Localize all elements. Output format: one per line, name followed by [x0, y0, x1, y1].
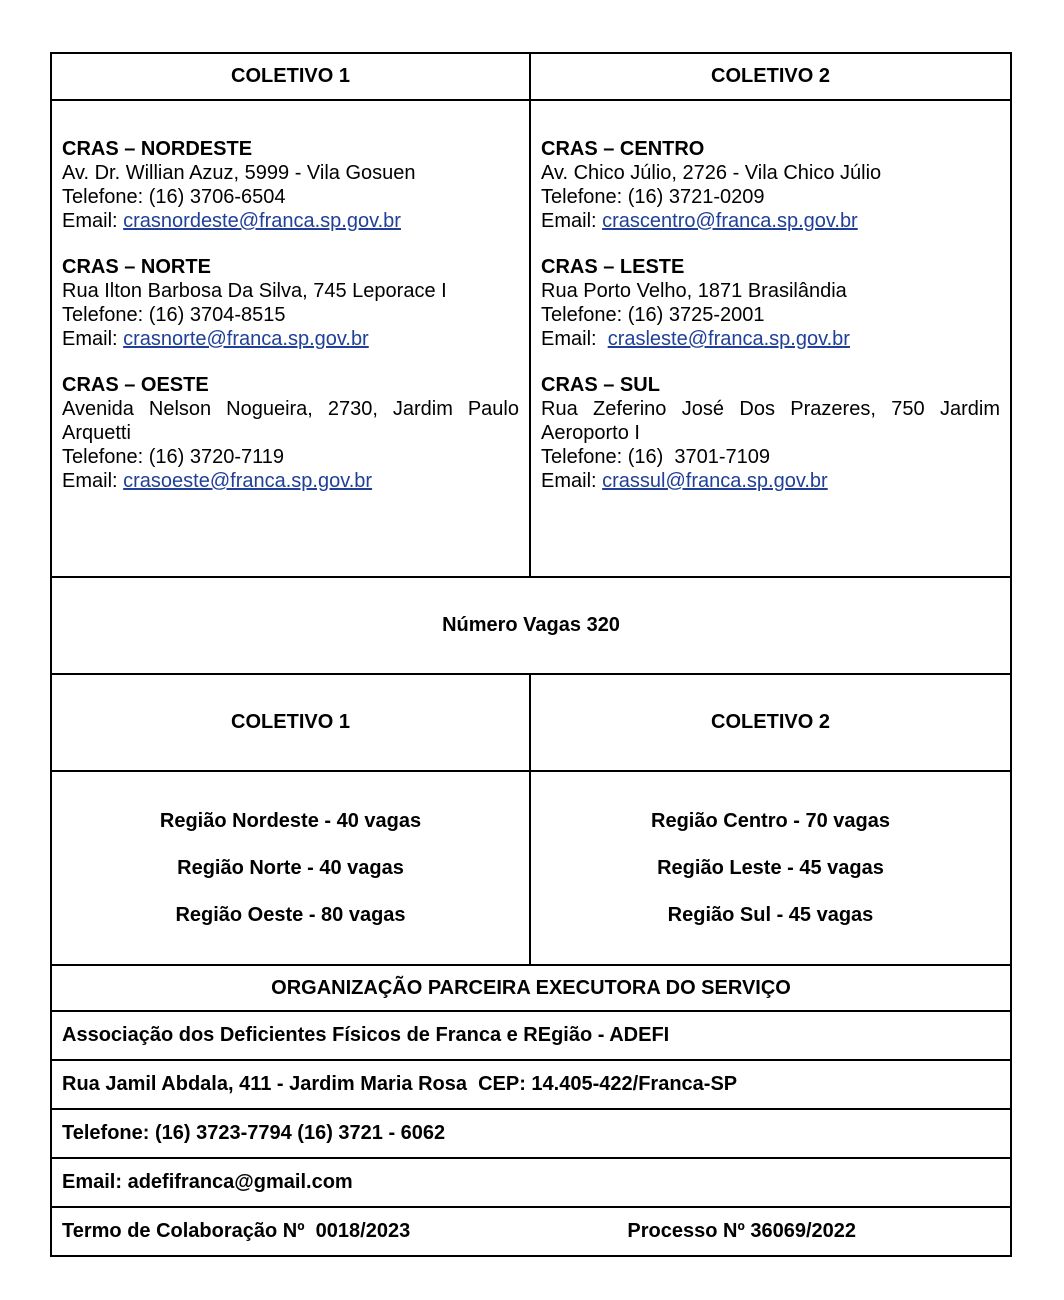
cras-name: CRAS – CENTRO: [541, 138, 705, 160]
coletivo-1-contacts: [52, 101, 531, 576]
cras-email-link[interactable]: crassul@franca.sp.gov.br: [602, 470, 828, 492]
email-label: Email:: [541, 210, 603, 232]
region-vagas: Região Nordeste - 40 vagas: [159, 809, 422, 832]
org-address-row: [50, 1059, 1012, 1108]
cras-phone: Telefone: (16) 3701-7109: [541, 446, 771, 468]
cras-email-link[interactable]: crasoeste@franca.sp.gov.br: [123, 470, 373, 492]
cras-phone: Telefone: (16) 3721-0209: [541, 186, 765, 208]
cras-name: CRAS – LESTE: [541, 256, 685, 278]
coletivo-1-header: COLETIVO 1: [52, 54, 531, 99]
cras-email-link[interactable]: crasnordeste@franca.sp.gov.br: [123, 210, 401, 232]
cras-email-link[interactable]: crascentro@franca.sp.gov.br: [602, 210, 858, 232]
cras-entry: [541, 137, 1000, 233]
org-phone: Telefone: (16) 3723-7794 (16) 3721 - 6062: [62, 1122, 446, 1144]
org-name-row: [50, 1010, 1012, 1059]
total-vagas-row: [50, 576, 1012, 673]
coletivo-2-contacts: [531, 101, 1010, 576]
cras-email-line: [541, 209, 1000, 233]
region-vagas: Região Sul - 45 vagas: [667, 903, 874, 926]
cras-address: Avenida Nelson Nogueira, 2730, Jardim Paulo: [62, 398, 519, 420]
cras-phone: Telefone: (16) 3720-7119: [62, 446, 285, 468]
coletivo-2-header: COLETIVO 2: [711, 711, 830, 733]
org-title-row: [50, 964, 1012, 1010]
contacts-row: [50, 99, 1012, 576]
cras-name: CRAS – NORDESTE: [62, 138, 253, 160]
termo-colaboracao: Termo de Colaboração Nº 0018/2023: [62, 1220, 411, 1242]
processo-number: Processo Nº 36069/2022: [627, 1220, 856, 1242]
coletivo-1-header: COLETIVO 1: [52, 675, 531, 770]
cras-address: Av. Dr. Willian Azuz, 5999 - Vila Gosuen: [62, 162, 416, 184]
cras-address: Rua Zeferino José Dos Prazeres, 750 Jardim: [541, 398, 1000, 420]
cras-email-link[interactable]: crasnorte@franca.sp.gov.br: [123, 328, 369, 350]
cras-email-link[interactable]: crasleste@franca.sp.gov.br: [607, 328, 850, 350]
org-email: Email: adefifranca@gmail.com: [62, 1171, 353, 1193]
cras-email-line: [62, 327, 519, 351]
cras-phone: Telefone: (16) 3704-8515: [62, 304, 286, 326]
cras-name: CRAS – NORTE: [62, 256, 211, 278]
org-termo-row: [50, 1206, 1012, 1257]
cras-address: Av. Chico Júlio, 2726 - Vila Chico Júlio: [541, 162, 882, 184]
header-row: [50, 52, 1012, 99]
cras-email-line: [541, 327, 1000, 351]
coletivo-2-header: COLETIVO 2: [711, 65, 830, 87]
email-label: Email:: [62, 470, 124, 492]
cras-entry: [541, 255, 1000, 351]
cras-phone: Telefone: (16) 3725-2001: [541, 304, 765, 326]
cras-entry: [62, 255, 519, 351]
cras-phone: Telefone: (16) 3706-6504: [62, 186, 286, 208]
cras-entry: [62, 137, 519, 233]
region-vagas: Região Centro - 70 vagas: [651, 809, 890, 832]
cras-name: CRAS – SUL: [541, 374, 660, 396]
region-vagas: Região Oeste - 80 vagas: [175, 903, 406, 926]
org-termo-cell: [52, 1208, 1010, 1255]
email-label: Email:: [62, 210, 124, 232]
document-table: [50, 52, 1012, 1257]
cras-address: Rua Porto Velho, 1871 Brasilândia: [541, 280, 847, 302]
region-vagas: Região Leste - 45 vagas: [657, 856, 884, 879]
email-label: Email:: [541, 328, 608, 350]
org-address: Rua Jamil Abdala, 411 - Jardim Maria Rosa CEP: 14.405-422/Franca-SP: [62, 1073, 738, 1095]
cras-entry: [541, 373, 1000, 493]
cras-name: CRAS – OESTE: [62, 374, 209, 396]
regions-row: [50, 770, 1012, 964]
cras-address-cont: Arquetti: [62, 422, 131, 444]
org-name: Associação dos Deficientes Físicos de Franca e REgião - ADEFI: [62, 1024, 670, 1046]
coletivo-1-regions: [52, 772, 531, 964]
email-label: Email:: [62, 328, 124, 350]
cras-email-line: [541, 469, 1000, 493]
cras-email-line: [62, 209, 519, 233]
org-title: ORGANIZAÇÃO PARCEIRA EXECUTORA DO SERVIÇO: [271, 976, 791, 999]
cras-entry: [62, 373, 519, 493]
email-label: Email:: [541, 470, 603, 492]
coletivo-2-regions: [531, 772, 1010, 964]
cras-address-cont: Aeroporto I: [541, 422, 640, 444]
org-phone-row: [50, 1108, 1012, 1157]
region-vagas: Região Norte - 40 vagas: [177, 856, 404, 879]
cras-email-line: [62, 469, 519, 493]
regions-header-row: [50, 673, 1012, 770]
cras-address: Rua Ilton Barbosa Da Silva, 745 Leporace I: [62, 280, 447, 302]
total-vagas: Número Vagas 320: [442, 614, 620, 636]
org-email-row: [50, 1157, 1012, 1206]
